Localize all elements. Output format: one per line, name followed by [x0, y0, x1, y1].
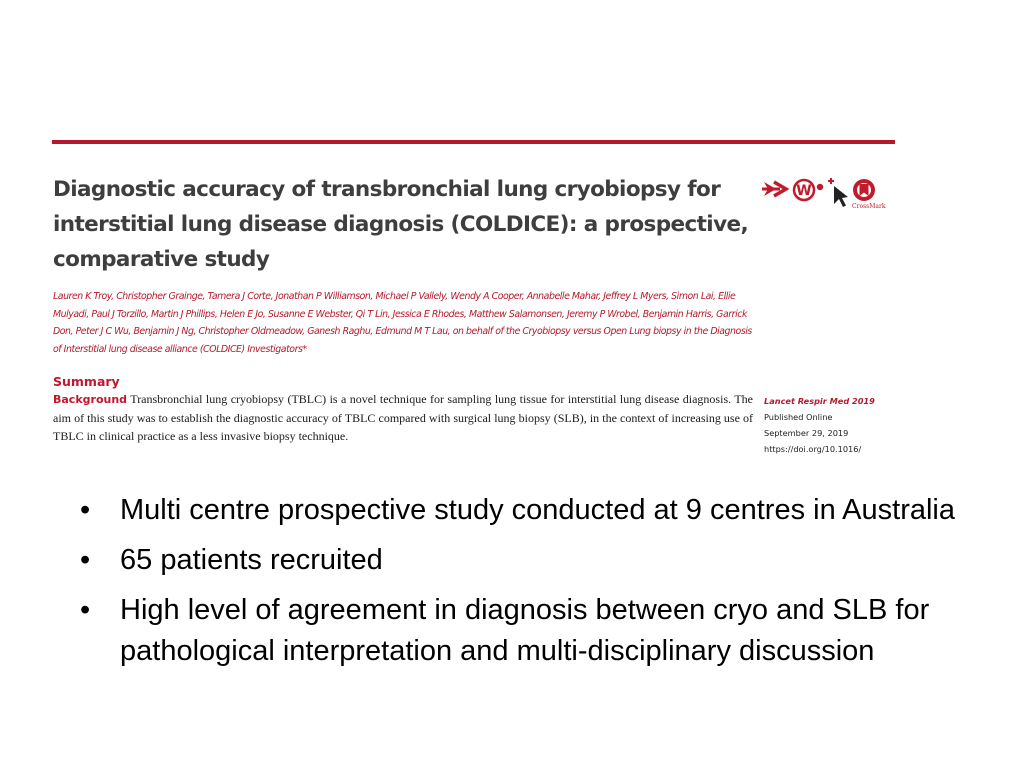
- bullet-item: [80, 490, 980, 531]
- article-title: Diagnostic accuracy of transbronchial lung cryobiopsy for interstitial lung disease diagnosis (COLDICE): a prospective, comparative study: [53, 177, 749, 272]
- article-clipping: [52, 140, 897, 458]
- background-paragraph: [53, 390, 753, 445]
- bullet-symbol: •: [80, 494, 91, 526]
- background-text: Transbronchial lung cryobiopsy (TBLC) is a novel technique for sampling lung tissue for interstitial lung disease diagnosis. The aim of this study was to establish the diagnostic accuracy of TBLC compared with surgical lung biopsy (SLB), in the context of increasing use of TBLC in clinical practice as a less invasive biopsy technique.: [53, 392, 753, 443]
- header-rule: [52, 140, 895, 144]
- bullet-symbol: •: [80, 544, 91, 576]
- svg-text:W: W: [796, 183, 812, 199]
- bullet-text: High level of agreement in diagnosis between cryo and SLB for pathological interpretation and multi-disciplinary discussion: [120, 594, 930, 667]
- at-link-icon: [794, 180, 823, 200]
- key-points-list: [80, 490, 980, 681]
- crossmark-icon: [853, 179, 875, 201]
- bullet-symbol: •: [80, 594, 91, 626]
- doi-link[interactable]: https://doi.org/10.1016/: [764, 444, 862, 454]
- summary-heading: Summary: [53, 374, 120, 389]
- arrow-icon: [762, 182, 786, 196]
- bullet-item: [80, 540, 980, 581]
- author-list: Lauren K Troy, Christopher Grainge, Tamera J Corte, Jonathan P Williamson, Michael P Vallely, Wendy A Cooper, Annabelle Mahar, Jeffrey L Myers, Simon Lai, Ellie Mulyadi, Paul J Torzillo, Martin J Phillips, Helen E Jo, Susanne E Webster, Qi T Lin, Jessica E Rhodes, Matthew Salamonsen, Jeremy P Wrobel, Benjamin Harris, Garrick Don, Peter J C Wu, Benjamin J Ng, Christopher Oldmeadow, Ganesh Raghu, Edmund M T Lau, on behalf of the Cryobiopsy versus Open Lung biopsy in the Diagnosis of Interstitial lung disease alliance (COLDICE) Investigators*: [53, 291, 752, 355]
- cursor-icon: [828, 178, 848, 207]
- bullet-text: Multi centre prospective study conducted at 9 centres in Australia: [120, 494, 955, 526]
- journal-citation: Lancet Respir Med 2019: [764, 396, 875, 406]
- published-date: September 29, 2019: [764, 428, 849, 438]
- publication-info: [764, 393, 894, 457]
- background-label: Background: [53, 393, 128, 406]
- crossmark-label: CrossMark: [852, 203, 886, 210]
- bullet-item: [80, 590, 980, 672]
- published-online-label: Published Online: [764, 412, 833, 422]
- bullet-text: 65 patients recruited: [120, 544, 383, 576]
